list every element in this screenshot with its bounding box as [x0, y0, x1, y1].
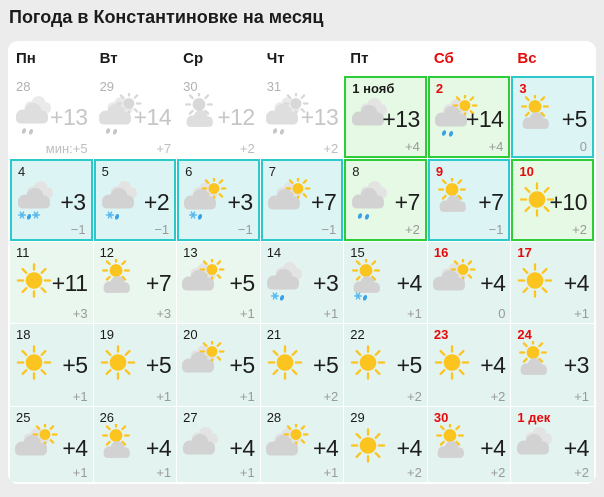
day-temperature: +12: [217, 104, 255, 130]
day-number: 13: [183, 245, 198, 260]
night-temperature: −1: [154, 222, 170, 237]
sun-over-cloud-icon: [431, 178, 481, 222]
day-cell[interactable]: [10, 242, 93, 323]
sun-cloud-rain-snow-icon: [180, 178, 230, 222]
cloud-icon: [512, 424, 562, 468]
sun-icon: [345, 341, 395, 385]
day-cell[interactable]: [10, 76, 93, 158]
day-cell[interactable]: [10, 407, 93, 482]
night-temperature: +1: [239, 465, 255, 480]
day-temperature: +4: [145, 435, 172, 461]
day-cell[interactable]: [261, 407, 344, 482]
night-temperature: +4: [488, 139, 504, 154]
weekday-header-2: Вт: [94, 42, 177, 75]
night-temperature: +2: [574, 465, 589, 480]
night-temperature: −1: [321, 222, 337, 237]
night-temperature: +1: [239, 306, 255, 321]
day-cell[interactable]: [261, 242, 344, 323]
day-temperature: +7: [394, 189, 420, 215]
cloud-rain-snow-icon: [262, 259, 312, 303]
night-temperature: +3: [72, 306, 88, 321]
day-cell[interactable]: [177, 324, 260, 406]
day-number: 12: [99, 245, 115, 260]
day-number: 24: [517, 327, 532, 342]
night-temperature: +2: [405, 222, 420, 237]
day-cell[interactable]: [94, 159, 177, 241]
day-cell[interactable]: [428, 76, 511, 158]
day-cell[interactable]: [177, 159, 260, 241]
day-cell[interactable]: [177, 76, 260, 158]
sun-icon: [429, 341, 479, 385]
day-cell[interactable]: [10, 159, 93, 241]
sun-icon: [11, 341, 61, 385]
day-temperature: +4: [563, 270, 589, 296]
day-cell[interactable]: [94, 242, 177, 323]
day-temperature: +3: [227, 189, 253, 215]
sun-over-cloud-icon: [95, 424, 145, 468]
night-temperature: +1: [239, 389, 255, 404]
day-number: 31: [266, 79, 282, 94]
day-cell[interactable]: [261, 159, 344, 241]
day-cell[interactable]: [10, 324, 93, 406]
day-temperature: +4: [396, 435, 422, 461]
night-temperature: +1: [574, 389, 589, 404]
sun-cloud-icon: [262, 424, 312, 468]
cloud-rain-icon: [347, 178, 397, 222]
weekday-header-4: Чт: [261, 42, 344, 75]
night-temperature: +2: [239, 141, 255, 156]
sun-icon: [95, 341, 145, 385]
day-temperature: +13: [300, 104, 339, 130]
night-temperature: +2: [490, 389, 506, 404]
night-temperature: +1: [574, 306, 589, 321]
night-temperature: +1: [407, 306, 422, 321]
day-temperature: +3: [60, 189, 86, 215]
day-number: 1 дек: [517, 410, 551, 425]
day-temperature: +7: [311, 189, 337, 215]
weekday-header-6: Сб: [428, 42, 511, 75]
night-temperature: +2: [407, 389, 422, 404]
day-temperature: +5: [145, 352, 172, 378]
sun-over-cloud-icon: [95, 259, 145, 303]
day-cell[interactable]: [344, 324, 427, 406]
night-temperature: +2: [407, 465, 422, 480]
day-cell[interactable]: [177, 407, 260, 482]
sun-icon: [345, 424, 395, 468]
sun-over-cloud-icon: [514, 95, 564, 139]
day-cell[interactable]: [511, 76, 594, 158]
day-temperature: +3: [313, 270, 339, 296]
sun-cloud-icon: [178, 259, 228, 303]
day-temperature: +13: [50, 104, 88, 130]
night-temperature: −1: [488, 222, 504, 237]
night-temperature: +7: [156, 141, 172, 156]
day-temperature: +11: [51, 270, 88, 296]
day-number: 6: [185, 164, 193, 179]
day-number: 30: [433, 410, 449, 425]
day-number: 20: [183, 327, 198, 342]
night-temperature: +2: [323, 141, 339, 156]
day-temperature: +4: [396, 270, 422, 296]
day-number: 17: [517, 245, 532, 260]
day-number: 11: [16, 245, 30, 260]
day-number: 27: [183, 410, 198, 425]
night-temperature: +1: [156, 389, 172, 404]
cloud-rain-snow-icon: [97, 178, 147, 222]
day-number: 30: [183, 79, 198, 94]
day-cell[interactable]: [428, 324, 511, 406]
day-cell[interactable]: [511, 159, 594, 241]
day-temperature: +14: [133, 104, 172, 130]
day-cell[interactable]: [511, 407, 594, 482]
day-temperature: +7: [145, 270, 172, 296]
day-cell[interactable]: [344, 159, 427, 241]
sun-icon: [512, 259, 562, 303]
day-temperature: +3: [563, 352, 589, 378]
cloud-icon: [178, 424, 228, 468]
weekday-header-5: Пт: [344, 42, 427, 75]
day-number: 29: [99, 79, 115, 94]
day-cell[interactable]: [177, 242, 260, 323]
sun-cloud-icon: [178, 341, 228, 385]
night-temperature: +1: [156, 465, 172, 480]
sun-over-cloud-icon: [429, 424, 479, 468]
day-temperature: +5: [229, 352, 255, 378]
day-temperature: +4: [480, 435, 506, 461]
night-temperature: +1: [72, 389, 88, 404]
day-number: 7: [268, 164, 276, 179]
day-cell[interactable]: [94, 407, 177, 482]
month-calendar-card: [8, 41, 596, 484]
day-cell[interactable]: [511, 242, 594, 323]
night-temperature: −1: [70, 222, 86, 237]
cloud-rain-snow-icon: [13, 178, 63, 222]
night-temperature: мин:+5: [45, 141, 88, 156]
day-number: 25: [16, 410, 31, 425]
day-temperature: +5: [313, 352, 339, 378]
day-cell[interactable]: [94, 324, 177, 406]
day-number: 1 нояб: [352, 81, 395, 96]
night-temperature: +2: [490, 465, 506, 480]
day-temperature: +2: [143, 189, 170, 215]
sun-over-cloud-rain-snow-icon: [345, 259, 395, 303]
day-temperature: +10: [549, 189, 587, 215]
day-cell[interactable]: [428, 159, 511, 241]
night-temperature: +1: [323, 306, 339, 321]
night-temperature: +1: [72, 465, 88, 480]
sun-cloud-icon: [429, 259, 479, 303]
day-temperature: +5: [396, 352, 422, 378]
day-number: 19: [99, 327, 115, 342]
day-cell[interactable]: [511, 324, 594, 406]
day-temperature: +4: [480, 352, 506, 378]
day-temperature: +4: [229, 435, 255, 461]
day-number: 28: [266, 410, 282, 425]
day-temperature: +5: [62, 352, 88, 378]
day-temperature: +5: [229, 270, 255, 296]
night-temperature: 0: [498, 306, 506, 321]
day-number: 23: [433, 327, 449, 342]
sun-icon: [262, 341, 312, 385]
day-number: 3: [519, 81, 527, 96]
night-temperature: +2: [323, 389, 339, 404]
day-temperature: +4: [313, 435, 339, 461]
night-temperature: +3: [156, 306, 172, 321]
day-number: 21: [266, 327, 282, 342]
day-cell[interactable]: [344, 407, 427, 482]
night-temperature: +4: [405, 139, 420, 154]
day-temperature: +14: [465, 106, 504, 132]
night-temperature: 0: [579, 139, 587, 154]
day-cell[interactable]: [344, 242, 427, 323]
day-cell[interactable]: [261, 324, 344, 406]
day-number: 16: [433, 245, 449, 260]
weekday-header-7: Вс: [511, 42, 594, 75]
day-temperature: +7: [478, 189, 504, 215]
night-temperature: +1: [323, 465, 339, 480]
day-cell[interactable]: [94, 76, 177, 158]
calendar-grid: [8, 41, 596, 484]
day-number: 9: [435, 164, 444, 179]
day-cell[interactable]: [428, 407, 511, 482]
day-temperature: +13: [382, 106, 420, 132]
day-temperature: +4: [62, 435, 88, 461]
day-number: 8: [352, 164, 360, 179]
day-number: 10: [519, 164, 534, 179]
day-number: 15: [350, 245, 365, 260]
page-title: Погода в Константиновке на месяц: [9, 7, 324, 27]
day-cell[interactable]: [344, 76, 427, 158]
day-number: 4: [18, 164, 26, 179]
sun-over-cloud-icon: [512, 341, 562, 385]
day-number: 26: [99, 410, 115, 425]
day-temperature: +4: [480, 270, 506, 296]
night-temperature: −1: [237, 222, 253, 237]
sun-cloud-icon: [264, 178, 314, 222]
night-temperature: +2: [572, 222, 587, 237]
day-number: 2: [435, 81, 444, 96]
day-temperature: +5: [561, 106, 587, 132]
day-temperature: +4: [563, 435, 589, 461]
day-number: 28: [16, 79, 31, 94]
day-cell[interactable]: [261, 76, 344, 158]
day-number: 5: [101, 164, 109, 179]
day-number: 29: [350, 410, 365, 425]
day-number: 18: [16, 327, 31, 342]
day-number: 22: [350, 327, 365, 342]
day-cell[interactable]: [428, 242, 511, 323]
day-number: 14: [266, 245, 282, 260]
weekday-header-1: Пн: [10, 42, 93, 75]
weekday-header-3: Ср: [177, 42, 260, 75]
sun-cloud-icon: [11, 424, 61, 468]
